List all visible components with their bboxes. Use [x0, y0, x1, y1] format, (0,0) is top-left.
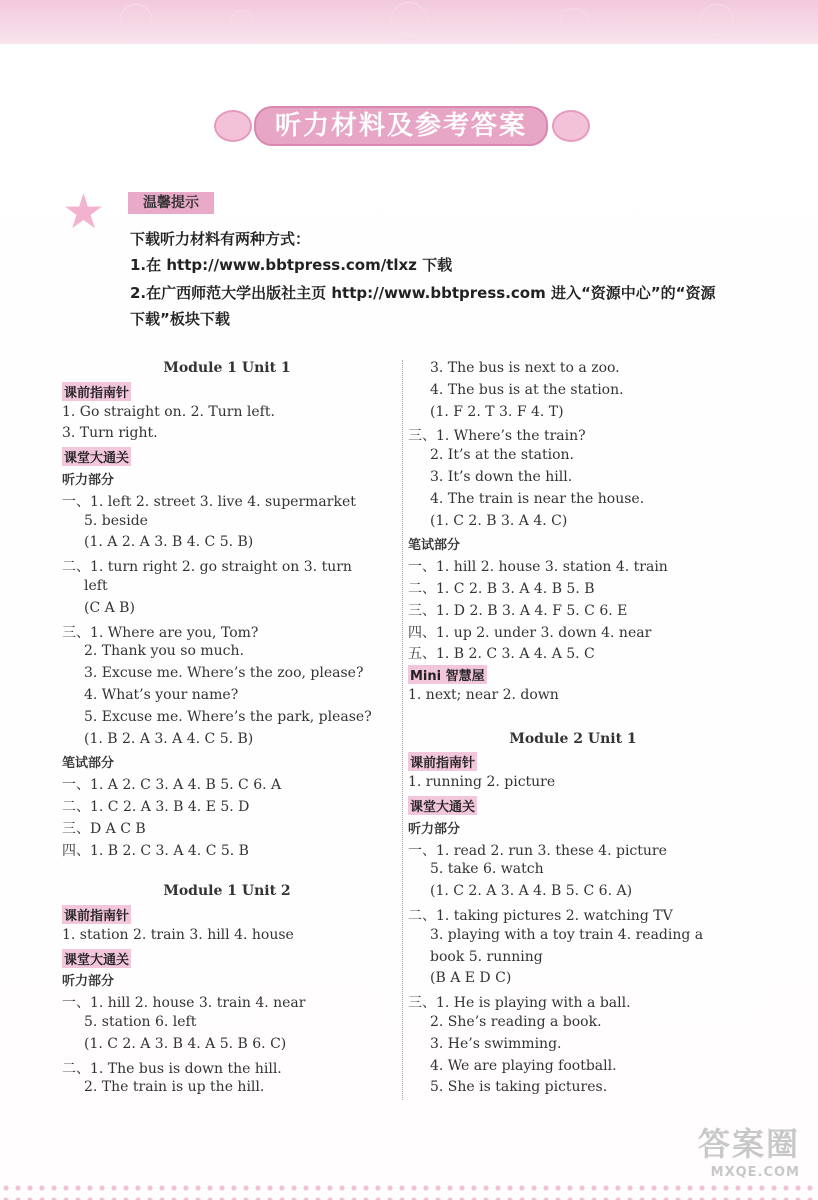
tip-line: 2.在广西师范大学出版社主页 http://www.bbtpress.com 进入“资源中心”的“资源	[130, 284, 716, 302]
bubble-decoration	[230, 10, 254, 34]
answer-line: (1. C 2. A 3. A 4. B 5. C 6. A)	[430, 883, 633, 900]
bubble-decoration	[120, 4, 152, 36]
answer-line: 5. Excuse me. Where’s the park, please?	[84, 708, 372, 725]
answer-line: 5. beside	[84, 512, 148, 529]
answer-line: 4. The bus is at the station.	[430, 381, 624, 398]
answer-line: 3. He’s swimming.	[430, 1035, 562, 1052]
answer-line: 2. Thank you so much.	[84, 643, 244, 660]
answer-line: 二、1. turn right 2. go straight on 3. turn	[62, 559, 352, 576]
tip-line: 下载”板块下载	[130, 310, 230, 328]
answer-line: 五、1. B 2. C 3. A 4. A 5. C	[408, 646, 595, 663]
watermark-url: MXQE.COM	[710, 1165, 800, 1180]
unit-heading: Module 1 Unit 1	[163, 360, 291, 376]
section-label: 课前指南针	[62, 905, 131, 924]
answer-line: (1. F 2. T 3. F 4. T)	[430, 403, 564, 420]
tip-line: 1.在 http://www.bbtpress.com/tlxz 下载	[130, 256, 453, 274]
answer-line: 1. station 2. train 3. hill 4. house	[62, 926, 294, 943]
page-title-banner	[214, 104, 590, 148]
answer-line: 一、1. A 2. C 3. A 4. B 5. C 6. A	[62, 777, 282, 794]
answer-line: 三、1. Where are you, Tom?	[62, 624, 259, 641]
answer-line: 一、1. left 2. street 3. live 4. supermarket	[62, 493, 356, 510]
answer-line: 4. The train is near the house.	[430, 490, 645, 507]
page-title: 听力材料及参考答案	[254, 106, 548, 146]
answer-line: 2. It’s at the station.	[430, 447, 575, 464]
answer-line: 1. Go straight on. 2. Turn left.	[62, 403, 275, 420]
answer-line: 4. We are playing football.	[430, 1057, 617, 1074]
answer-line: 三、1. He is playing with a ball.	[408, 995, 631, 1012]
answer-line: 3. The bus is next to a zoo.	[430, 360, 620, 376]
answer-line: 四、1. up 2. under 3. down 4. near	[408, 624, 652, 641]
column-divider	[402, 360, 404, 1100]
answer-line: 二、1. C 2. A 3. B 4. E 5. D	[62, 799, 250, 815]
answer-line: left	[84, 578, 108, 594]
answer-line: 1. next; near 2. down	[408, 687, 559, 703]
star-icon: ★	[62, 184, 106, 240]
watermark	[698, 1119, 800, 1180]
section-label: 课堂大通关	[408, 796, 477, 815]
tip-label: 温馨提示	[128, 192, 214, 214]
flower-icon	[552, 110, 590, 142]
answer-line: 5. take 6. watch	[430, 861, 544, 878]
answer-line: (1. A 2. A 3. B 4. C 5. B)	[84, 534, 254, 551]
subsection-label: 听力部分	[62, 473, 115, 488]
answer-line: (1. B 2. A 3. A 4. C 5. B)	[84, 730, 254, 747]
answer-line: 1. running 2. picture	[408, 774, 556, 791]
bubble-decoration	[700, 4, 734, 38]
answer-line: 三、D A C B	[62, 820, 146, 837]
section-label: 课前指南针	[408, 752, 477, 771]
answer-line: 3. Turn right.	[62, 425, 158, 442]
top-decoration-band	[0, 0, 818, 44]
answer-line: 4. What’s your name?	[84, 687, 239, 703]
answer-line: 3. playing with a toy train 4. reading a	[430, 926, 704, 943]
unit-heading: Module 2 Unit 1	[509, 730, 637, 747]
answer-line: 四、1. B 2. C 3. A 4. C 5. B	[62, 842, 249, 859]
bubble-decoration	[560, 8, 588, 36]
answer-line: 5. She is taking pictures.	[430, 1079, 608, 1096]
answer-line: 一、1. hill 2. house 3. train 4. near	[62, 995, 306, 1012]
subsection-label: 笔试部分	[62, 756, 115, 772]
subsection-label: 听力部分	[62, 974, 115, 990]
section-label: Mini 智慧屋	[408, 665, 487, 684]
section-label: 课堂大通关	[62, 447, 131, 466]
answer-line: 一、1. hill 2. house 3. station 4. train	[408, 559, 668, 576]
answer-line: 三、1. Where’s the train?	[408, 428, 586, 445]
section-label: 课前指南针	[62, 382, 131, 401]
unit-heading: Module 1 Unit 2	[163, 883, 291, 900]
answer-line: (1. C 2. B 3. A 4. C)	[430, 512, 568, 529]
section-label: 课堂大通关	[62, 949, 131, 968]
flower-icon	[214, 110, 252, 142]
answer-line: 2. The train is up the hill.	[84, 1079, 265, 1096]
answer-line: 3. It’s down the hill.	[430, 469, 573, 485]
left-column	[62, 360, 392, 1120]
subsection-label: 听力部分	[408, 821, 461, 837]
answer-line: (B A E D C)	[430, 970, 512, 987]
answer-line: 二、1. C 2. B 3. A 4. B 5. B	[408, 581, 595, 597]
answer-line: 5. station 6. left	[84, 1014, 197, 1030]
answer-line: 2. She’s reading a book.	[430, 1014, 602, 1030]
bottom-dot-border	[0, 1182, 818, 1200]
subsection-label: 笔试部分	[408, 538, 461, 554]
answer-line: 3. Excuse me. Where’s the zoo, please?	[84, 665, 364, 682]
watermark-logo-text: 答案圈	[697, 1125, 800, 1163]
bubble-decoration	[390, 2, 428, 40]
right-column	[408, 360, 738, 1120]
answer-line: 二、1. The bus is down the hill.	[62, 1060, 282, 1077]
answer-line: (1. C 2. A 3. B 4. A 5. B 6. C)	[84, 1035, 287, 1052]
answer-line: 二、1. taking pictures 2. watching TV	[408, 908, 673, 924]
answer-line: book 5. running	[430, 948, 543, 965]
answer-line: 一、1. read 2. run 3. these 4. picture	[408, 842, 667, 859]
tip-line: 下载听力材料有两种方式：	[130, 230, 311, 248]
answer-line: 三、1. D 2. B 3. A 4. F 5. C 6. E	[408, 602, 628, 619]
answer-line: (C A B)	[84, 599, 135, 616]
